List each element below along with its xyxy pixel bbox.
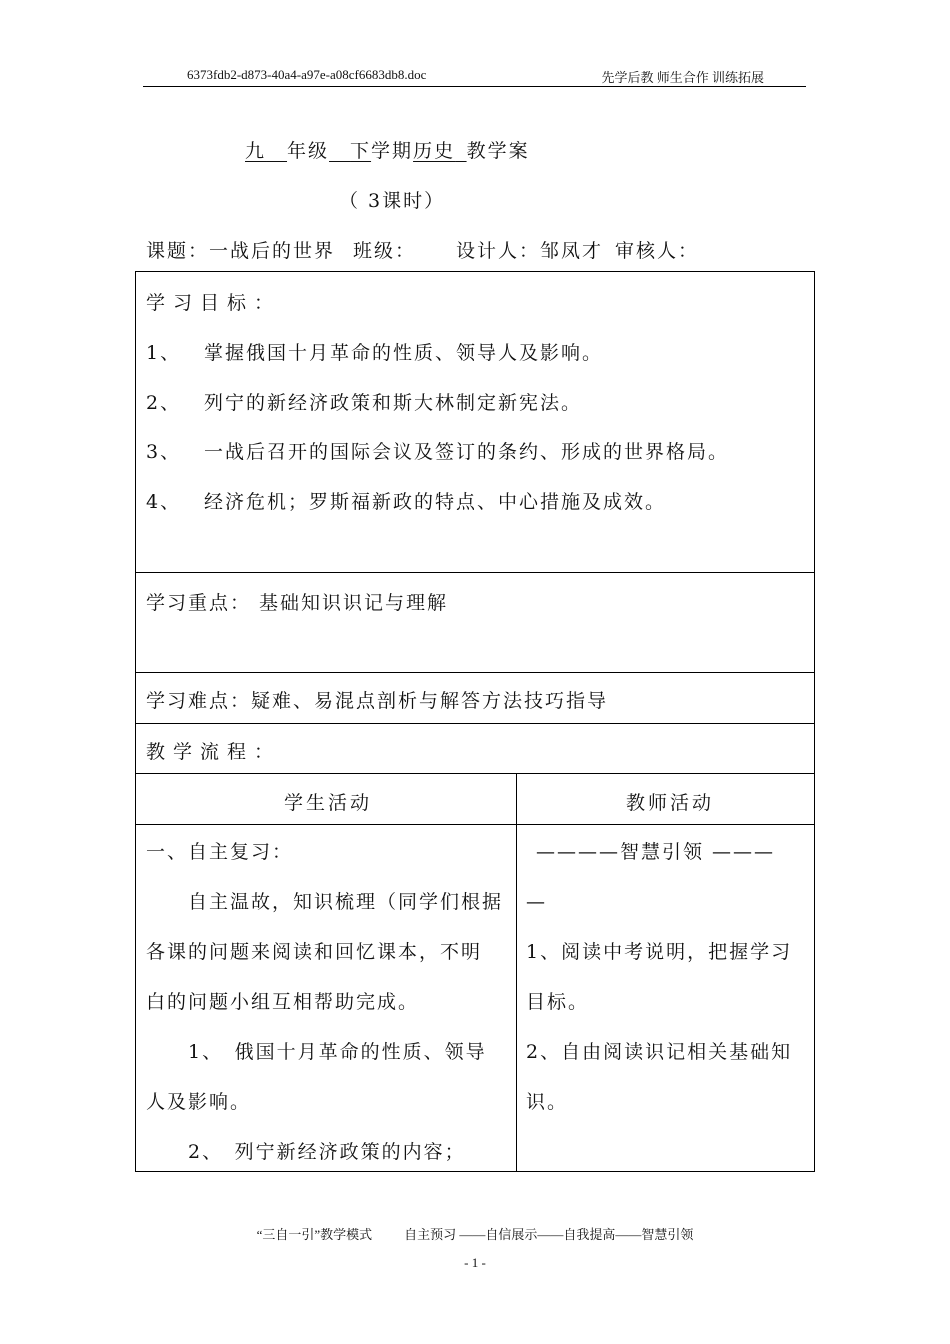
student-line: 2、 列宁新经济政策的内容； <box>146 1141 466 1163</box>
title-term-suffix: 学期 <box>371 140 414 162</box>
student-line: 白的问题小组互相帮助完成。 <box>146 991 420 1013</box>
lesson-info <box>146 236 699 263</box>
student-line: 自主温故，知识梳理（同学们根据 <box>146 891 504 913</box>
page-footer <box>0 1224 950 1243</box>
student-line: 各课的问题来阅读和回忆课本，不明 <box>146 941 483 963</box>
goals-row <box>136 272 814 573</box>
key-points-row <box>136 573 814 673</box>
process-heading: 教学流程： <box>146 741 282 763</box>
teacher-line: — <box>526 891 547 913</box>
class-label: 班级： <box>353 240 417 262</box>
document-title <box>245 136 530 163</box>
teacher-activity-content <box>526 827 792 1127</box>
teacher-line: 目标。 <box>526 991 590 1013</box>
goal-item: 1、 掌握俄国十月革命的性质、领导人及影响。 <box>146 342 604 364</box>
column-header-row <box>136 774 814 825</box>
reviewer-label: 审核人： <box>615 240 700 262</box>
title-grade: 九 <box>245 140 267 162</box>
teacher-line: 识。 <box>526 1091 569 1113</box>
lesson-plan-table <box>135 271 815 1172</box>
teacher-line: ————智慧引领 ——— <box>536 841 776 863</box>
page-number: - 1 - <box>464 1255 486 1270</box>
activity-content-row <box>136 825 814 1171</box>
title-doc-type: 教学案 <box>466 140 530 162</box>
goals-heading: 学习目标： <box>146 292 282 314</box>
title-subject: 历史 <box>413 140 456 162</box>
title-term: 下 <box>350 140 372 162</box>
student-line: 一、自主复习： <box>146 841 294 863</box>
column-divider <box>516 825 517 1171</box>
goal-item: 3、 一战后召开的国际会议及签订的条约、形成的世界格局。 <box>146 441 730 463</box>
student-line: 人及影响。 <box>146 1091 252 1113</box>
goal-item: 4、 经济危机；罗斯福新政的特点、中心措施及成效。 <box>146 491 667 513</box>
student-activity-content <box>146 827 503 1177</box>
goal-item: 2、 列宁的新经济政策和斯大林制定新宪法。 <box>146 392 583 414</box>
designer-label: 设计人：邹凤才 <box>456 240 604 262</box>
header-motto: 先学后教 师生合作 训练拓展 <box>601 70 764 85</box>
process-heading-row <box>136 724 814 774</box>
title-grade-suffix: 年级 <box>287 140 330 162</box>
footer-mode: “三自一引”教学模式 <box>256 1227 373 1242</box>
key-points-text: 学习重点： 基础知识识记与理解 <box>146 592 449 614</box>
difficulties-row <box>136 673 814 724</box>
topic-label: 课题：一战后的世界 <box>146 240 336 262</box>
student-line: 1、 俄国十月革命的性质、领导 <box>146 1041 487 1063</box>
teacher-activity-header: 教师活动 <box>626 792 715 814</box>
student-activity-header: 学生活动 <box>284 792 373 814</box>
header-filename: 6373fdb2-d873-40a4-a97e-a08cf6683db8.doc <box>187 67 427 82</box>
page-header <box>143 66 806 87</box>
difficulties-text: 学习难点：疑难、易混点剖析与解答方法技巧指导 <box>146 690 609 712</box>
lesson-count: （ 3课时） <box>339 190 446 212</box>
teacher-line: 2、自由阅读识记相关基础知 <box>526 1041 793 1063</box>
footer-steps: 自主预习 ——自信展示——自我提高——智慧引领 <box>404 1227 694 1242</box>
teacher-line: 1、阅读中考说明，把握学习 <box>526 941 793 963</box>
column-divider <box>516 774 517 824</box>
